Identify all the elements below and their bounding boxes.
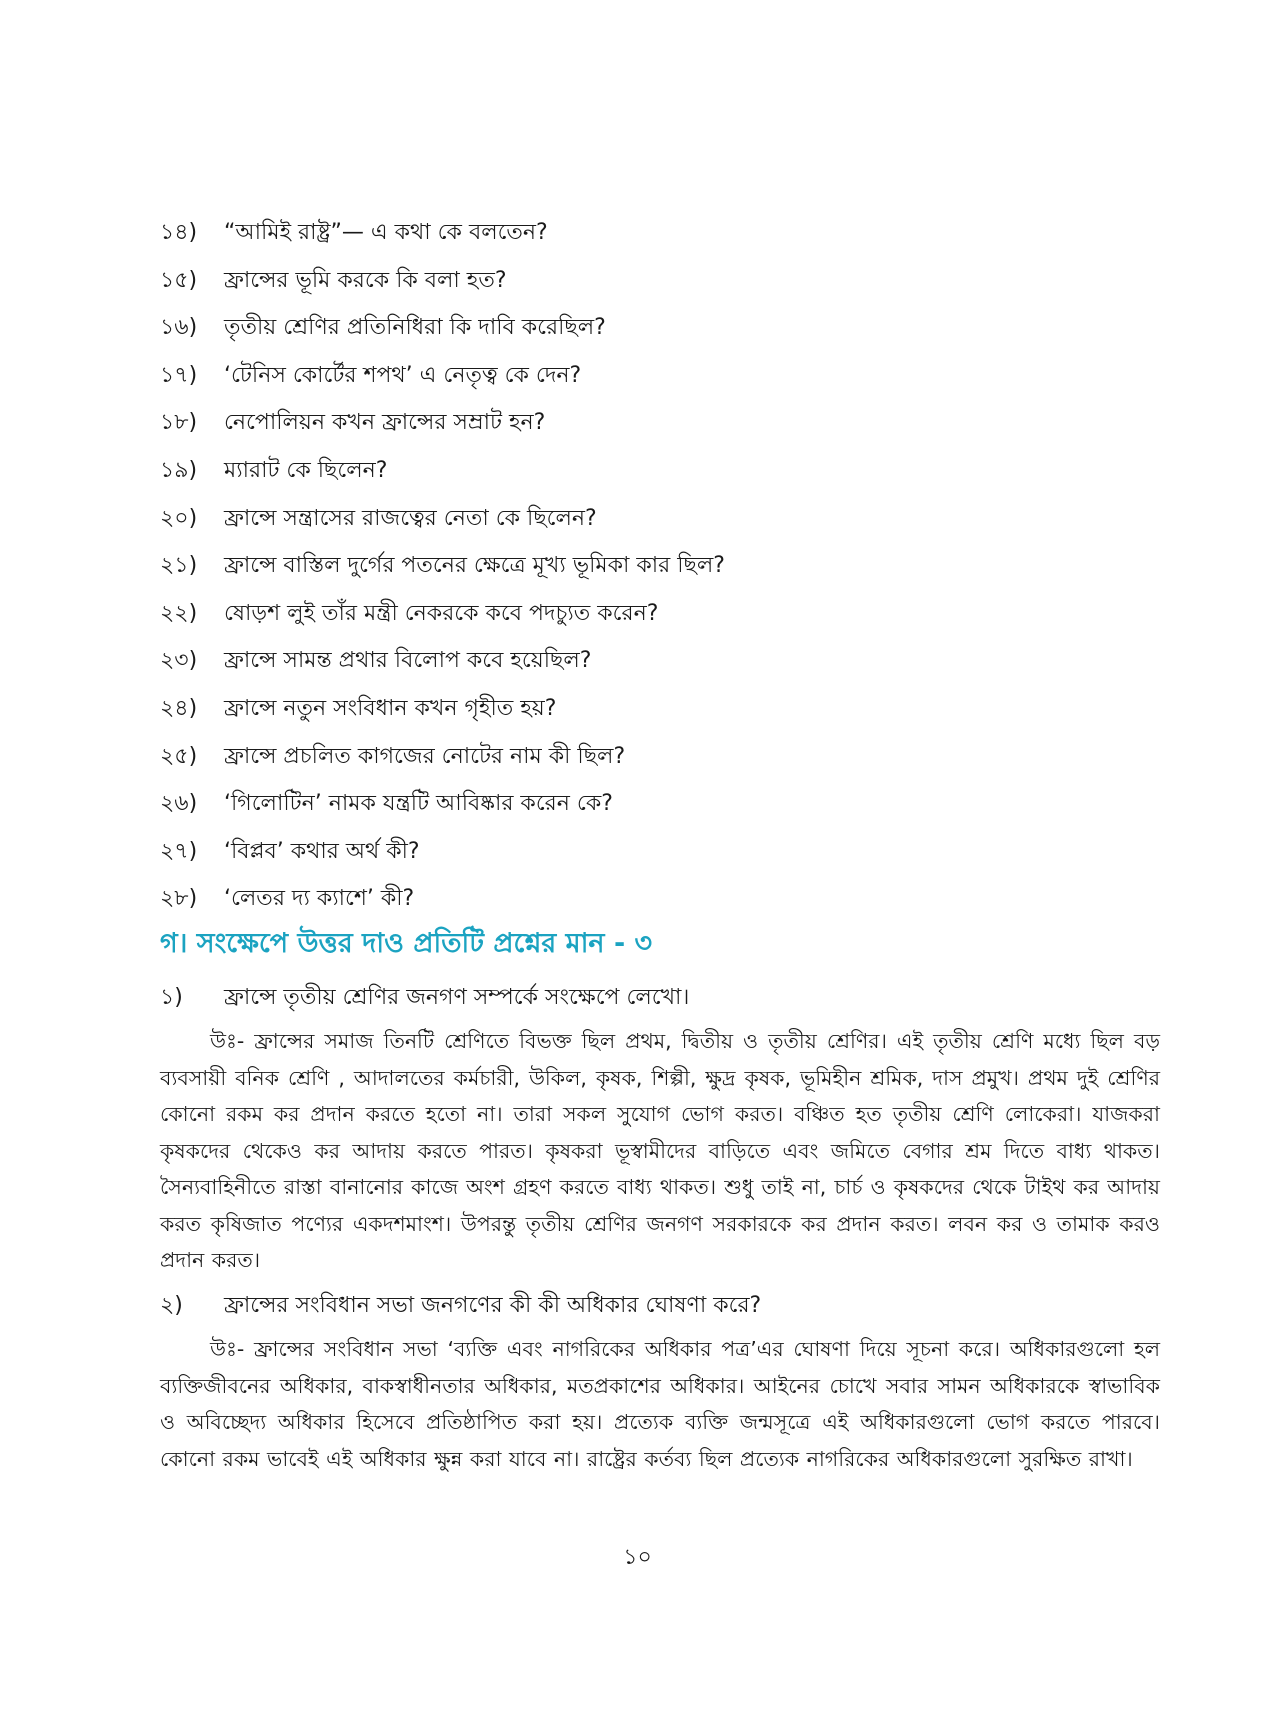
question-number: ১৯): [160, 457, 198, 483]
section-heading: গ। সংক্ষেপে উত্তর দাও প্রতিটি প্রশ্নের মান - ৩: [160, 928, 653, 959]
question-text: “আমিই রাষ্ট্র”— এ কথা কে বলতেন?: [224, 220, 548, 245]
short-question-block: [160, 1291, 1160, 1477]
question-number: ২১): [160, 553, 198, 579]
question-text: ‘লেতর দ্য ক্যাশে’ কী?: [224, 886, 415, 912]
question-number: ২): [160, 1293, 183, 1318]
question-text: ফ্রান্সে প্রচলিত কাগজের নোটের নাম কী ছিল?: [224, 743, 626, 769]
question-number: ২০): [160, 505, 198, 531]
list-item: [160, 218, 1160, 266]
list-item: [160, 408, 1160, 456]
list-item: [160, 789, 1160, 837]
question-text: ‘বিপ্লব’ কথার অর্থ কী?: [224, 838, 420, 864]
question-text: তৃতীয় শ্রেণির প্রতিনিধিরা কি দাবি করেছিল?: [224, 315, 606, 341]
question-text: ফ্রান্সে বাস্তিল দুর্গের পতনের ক্ষেত্রে মূখ্য ভূমিকা কার ছিল?: [224, 553, 725, 579]
question-list: [160, 218, 1160, 932]
question-text: ম্যারাট কে ছিলেন?: [224, 457, 388, 483]
list-item: [160, 313, 1160, 361]
answer-paragraph: উঃ- ফ্রান্সের সমাজ তিনটি শ্রেণিতে বিভক্ত ছিল প্রথম, দ্বিতীয় ও তৃতীয় শ্রেণির। এই তৃতীয় শ্রেণি মধ্যে ছিল বড় ব্যবসায়ী বনিক শ্রেণি , আদালতের কর্মচারী, উকিল, কৃষক, শিল্পী, ক্ষুদ্র কৃষক, ভূমিহীন শ্রমিক, দাস প্রমুখ। প্রথম দুই শ্রেণির কোনো রকম কর প্রদান করতে হতো না। তারা সকল সুযোগ ভোগ করত। বঞ্চিত হত তৃতীয় শ্রেণি লোকেরা। যাজকরা কৃষকদের থেকেও কর আদায় করতে পারত। কৃষকরা ভূস্বামীদের বাড়িতে এবং জমিতে বেগার শ্রম দিতে বাধ্য থাকত। সৈন্যবাহিনীতে রাস্তা বানানোর কাজে অংশ গ্রহণ করতে বাধ্য থাকত। শুধু তাই না, চার্চ ও কৃষকদের থেকে টাইথ কর আদায় করত কৃষিজাত পণ্যের একদশমাংশ। উপরন্তু তৃতীয় শ্রেণির জনগণ সরকারকে কর প্রদান করত। লবন কর ও তামাক করও প্রদান করত।: [160, 1029, 1160, 1272]
question-number: ২৬): [160, 791, 198, 817]
list-item: [160, 742, 1160, 790]
question-number: ২৪): [160, 695, 198, 721]
list-item: [160, 456, 1160, 504]
list-item: [160, 599, 1160, 647]
question-text: ফ্রান্সের ভূমি করকে কি বলা হত?: [224, 267, 507, 293]
list-item: [160, 694, 1160, 742]
list-item: [160, 504, 1160, 552]
page-number: ১০: [623, 1545, 652, 1570]
question-text: ‘টেনিস কোর্টের শপথ’ এ নেতৃত্ব কে দেন?: [224, 362, 582, 388]
question-number: ২৫): [160, 743, 198, 769]
question-text: ফ্রান্সে সন্ত্রাসের রাজত্বের নেতা কে ছিলেন?: [224, 505, 597, 531]
answer-paragraph: উঃ- ফ্রান্সের সংবিধান সভা ‘ব্যক্তি এবং নাগরিকের অধিকার পত্র’এর ঘোষণা দিয়ে সূচনা করে। অধিকারগুলো হল ব্যক্তিজীবনের অধিকার, বাকস্বাধীনতার অধিকার, মতপ্রকাশের অধিকার। আইনের চোখে সবার সামন অধিকারকে স্বাভাবিক ও অবিচ্ছেদ্য অধিকার হিসেবে প্রতিষ্ঠাপিত করা হয়। প্রত্যেক ব্যক্তি জন্মসূত্রে এই অধিকারগুলো ভোগ করতে পারবে। কোনো রকম ভাবেই এই অধিকার ক্ষুন্ন করা যাবে না। রাষ্ট্রের কর্তব্য ছিল প্রত্যেক নাগরিকের অধিকারগুলো সুরক্ষিত রাখা।: [160, 1337, 1160, 1471]
question-number: ২৮): [160, 886, 198, 912]
question-number: ১৬): [160, 315, 198, 341]
list-item: [160, 266, 1160, 314]
question-number: ২২): [160, 600, 198, 626]
list-item: [160, 837, 1160, 885]
question-number: ২৩): [160, 648, 198, 674]
question-text: ফ্রান্সে তৃতীয় শ্রেণির জনগণ সম্পর্কে সংক্ষেপে লেখো।: [224, 985, 690, 1010]
list-item: [160, 884, 1160, 932]
short-question: [160, 1291, 1160, 1321]
question-number: ১৮): [160, 410, 198, 436]
question-number: ১): [160, 985, 183, 1010]
question-number: ১৭): [160, 362, 198, 388]
short-question-block: [160, 983, 1160, 1279]
list-item: [160, 361, 1160, 409]
question-number: ২৭): [160, 838, 198, 864]
question-text: নেপোলিয়ন কখন ফ্রান্সের সম্রাট হন?: [224, 410, 546, 436]
question-number: ১৪): [160, 220, 198, 245]
question-text: ফ্রান্সে সামন্ত প্রথার বিলোপ কবে হয়েছিল?: [224, 648, 592, 674]
question-text: ‘গিলোটিন’ নামক যন্ত্রটি আবিষ্কার করেন কে?: [224, 791, 613, 817]
list-item: [160, 646, 1160, 694]
question-text: ফ্রান্সে নতুন সংবিধান কখন গৃহীত হয়?: [224, 695, 557, 721]
list-item: [160, 551, 1160, 599]
question-text: ফ্রান্সের সংবিধান সভা জনগণের কী কী অধিকার ঘোষণা করে?: [224, 1293, 762, 1318]
short-question: [160, 983, 1160, 1013]
question-number: ১৫): [160, 267, 198, 293]
question-text: ষোড়শ লুই তাঁর মন্ত্রী নেকরকে কবে পদচ্যুত করেন?: [224, 600, 659, 626]
